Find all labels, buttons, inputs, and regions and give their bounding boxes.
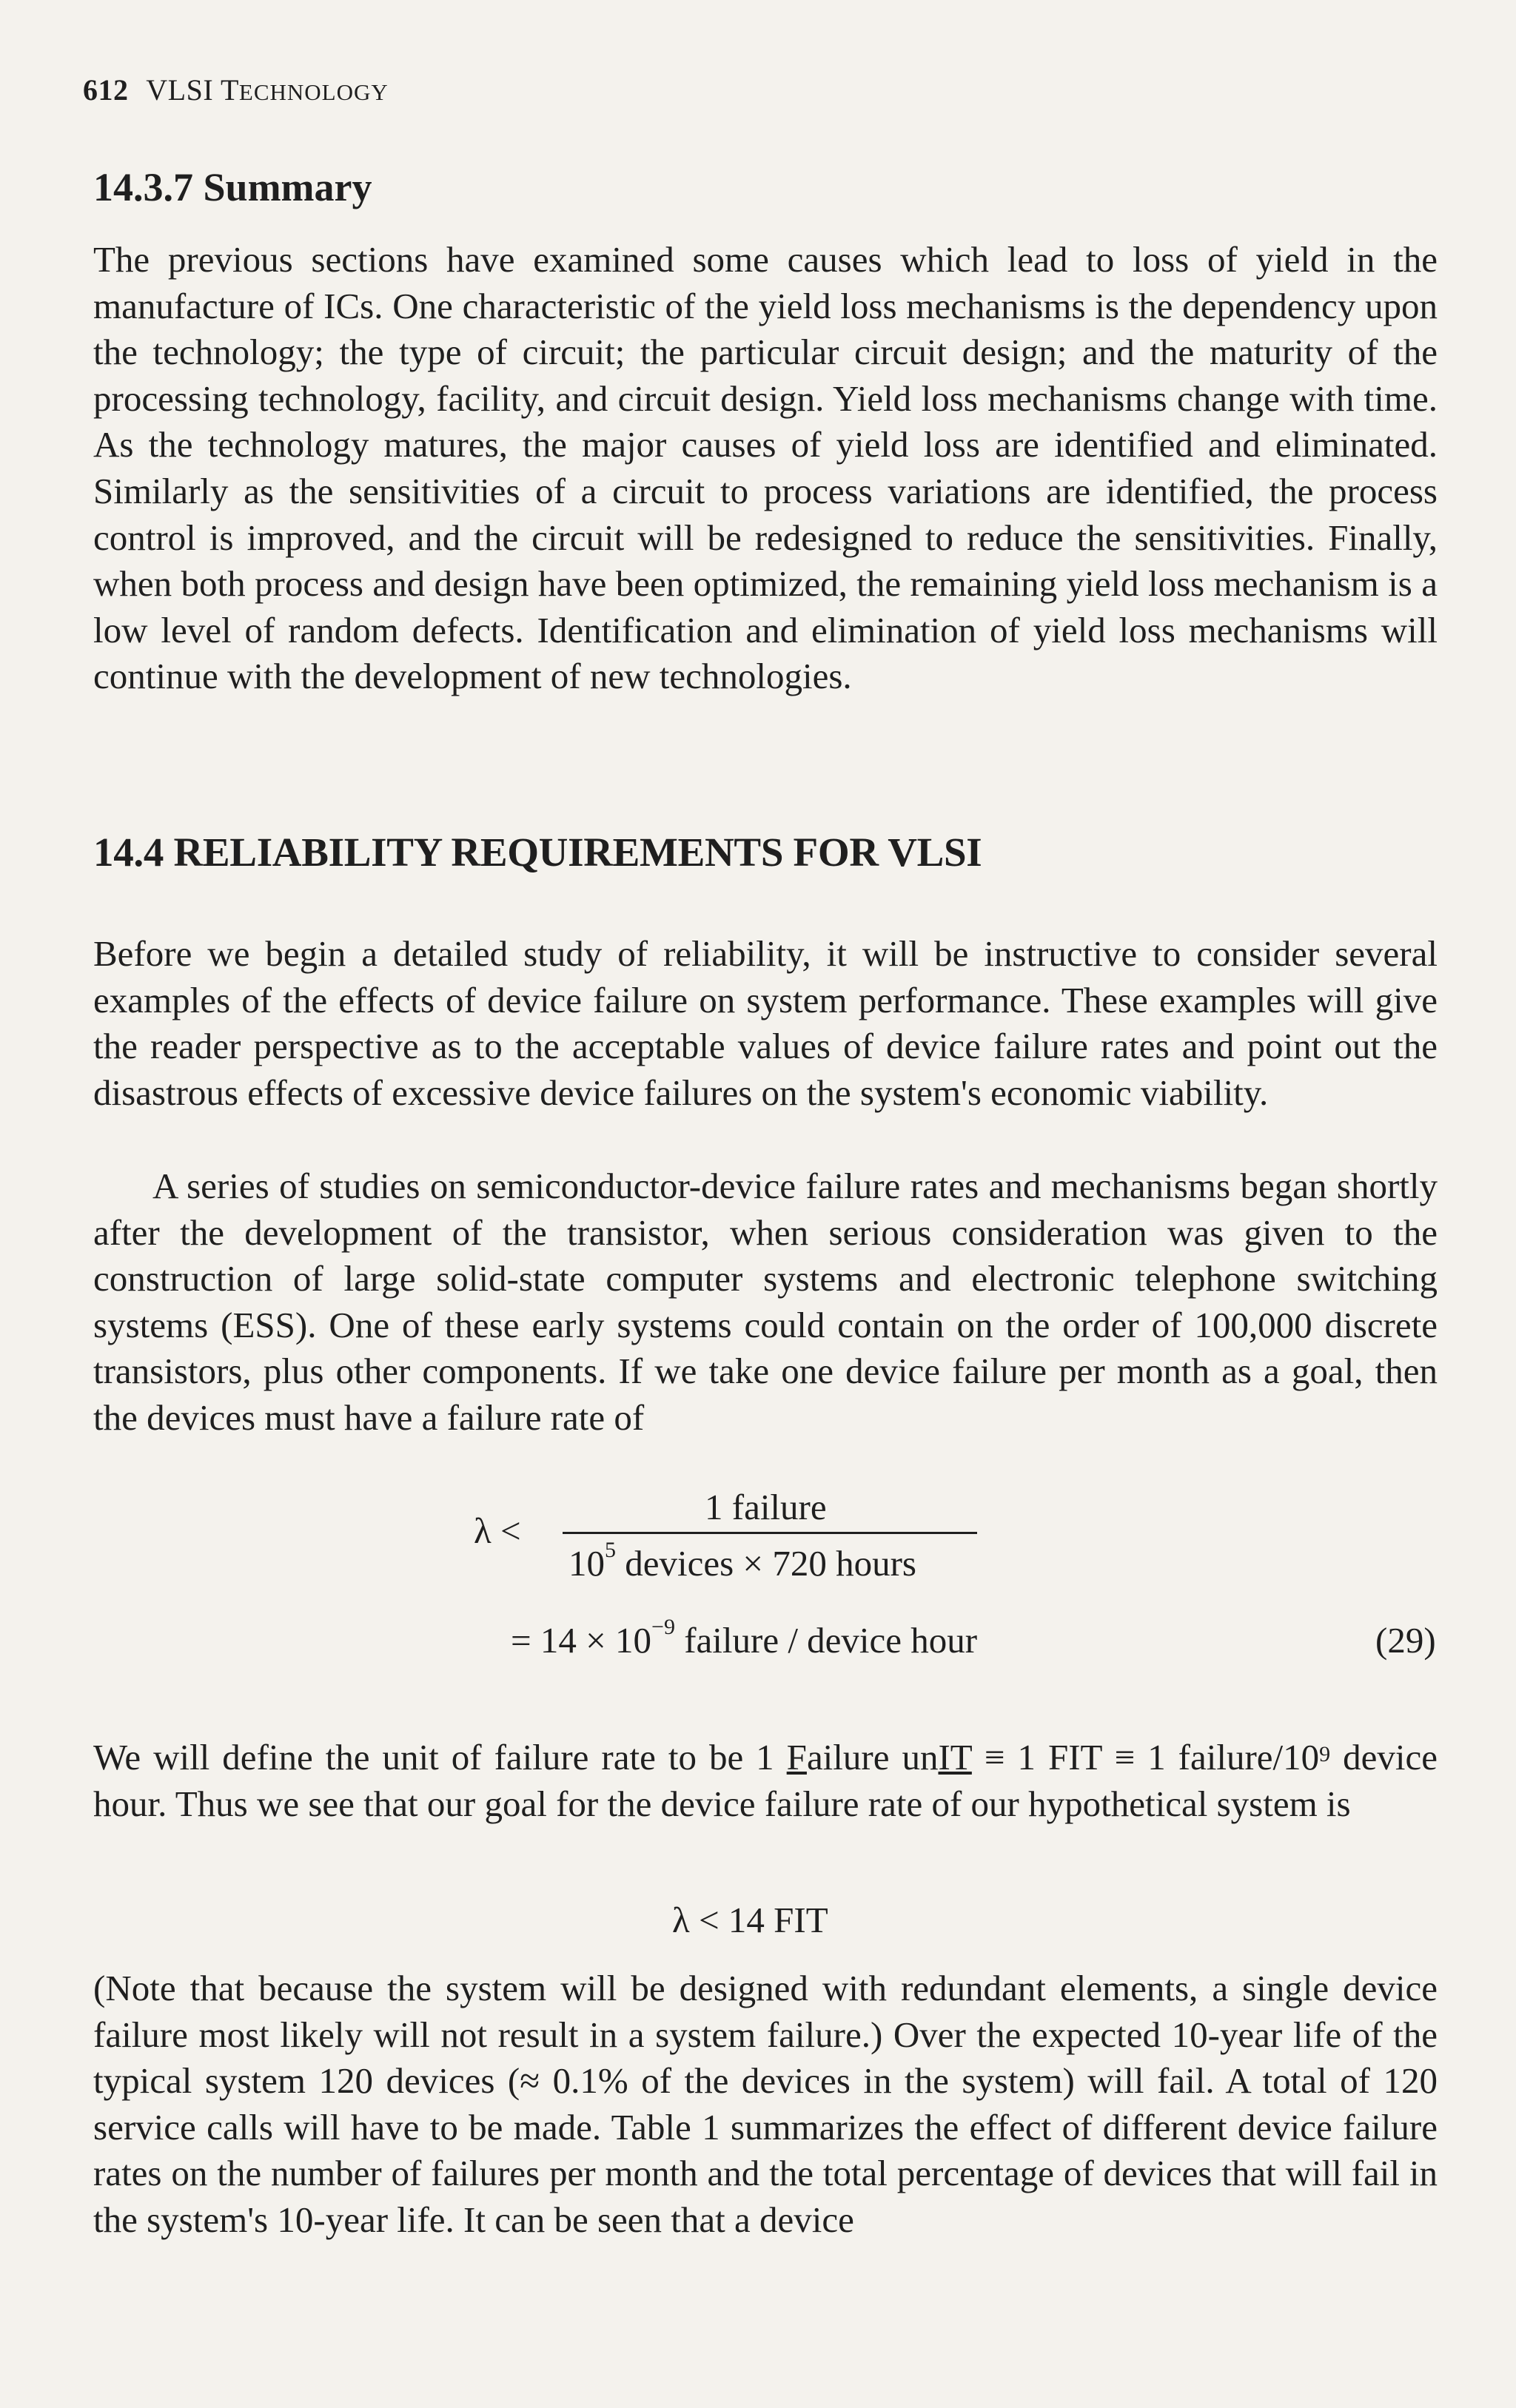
closing-paragraph-block bbox=[93, 1965, 1438, 2244]
running-head-title-cap: T bbox=[220, 73, 239, 107]
fraction-bar bbox=[563, 1532, 977, 1534]
denominator-exponent: 5 bbox=[605, 1538, 616, 1562]
reliability-paragraph-1-block bbox=[93, 931, 1438, 1116]
equation-fit-goal: λ < 14 FIT bbox=[672, 1900, 828, 1940]
reliability-paragraph-2-block bbox=[93, 1163, 1438, 1442]
equation-number: (29) bbox=[1375, 1620, 1436, 1661]
fit-text-1: We will define the unit of failure rate to be 1 bbox=[93, 1737, 787, 1778]
section-heading-summary: 14.3.7 Summary bbox=[93, 165, 372, 209]
equation-lhs: λ < bbox=[474, 1510, 521, 1551]
running-head-title-vlsi: VLSI bbox=[146, 73, 214, 107]
equation-numerator: 1 failure bbox=[705, 1487, 827, 1527]
fit-paragraph bbox=[93, 1735, 1438, 1827]
result-prefix: = 14 × 10 bbox=[511, 1620, 652, 1661]
closing-paragraph: (Note that because the system will be designed with redundant elements, a single device failure most likely will not result in a system failure.) Over the expected 10-year life of the typical system 120 devices (≈ 0.1% of the devices in the system) will fail. A total of 120 service calls will have to be made. Table 1 summarizes the effect of different device failure rates on the number of failures per month and the total percentage of devices that will fail in the system's 10-year life. It can be seen that a device bbox=[93, 1968, 1438, 2240]
result-exponent: −9 bbox=[651, 1615, 675, 1639]
fit-text-4: device hour. Thus we see that our goal for the device failure rate of our hypothetical system is bbox=[93, 1737, 1438, 1824]
fit-paragraph-block bbox=[93, 1735, 1438, 1827]
equation-result-line bbox=[511, 1615, 978, 1661]
denominator-base: 10 bbox=[568, 1543, 605, 1584]
fit-f-letter: F bbox=[786, 1737, 807, 1778]
page-number: 612 bbox=[83, 73, 129, 107]
fit-it-letters: IT bbox=[938, 1737, 972, 1778]
section-heading-reliability: 14.4 RELIABILITY REQUIREMENTS FOR VLSI bbox=[93, 830, 982, 875]
reliability-paragraph-2: A series of studies on semiconductor-device failure rates and mechanisms began shortly after the development of the transistor, when serious consideration was given to the construction of large solid-state computer systems and electronic telephone switching systems (ESS). One of these early systems could contain on the order of 100,000 discrete transistors, plus other components. If we take one device failure per month as a goal, then the devices must have a failure rate of bbox=[93, 1166, 1438, 1438]
running-head-title-rest: ECHNOLOGY bbox=[238, 79, 389, 105]
result-suffix: failure / device hour bbox=[674, 1620, 978, 1661]
fit-text-2: ailure un bbox=[806, 1737, 939, 1778]
summary-paragraph-block bbox=[93, 237, 1438, 700]
reliability-paragraph-1: Before we begin a detailed study of reliability, it will be instructive to consider several examples of the effects of device failure on system performance. These examples will give the reader perspective as to the acceptable values of device failure rates and point out the disastrous effects of excessive device failures on the system's economic viability. bbox=[93, 933, 1438, 1113]
equation-denominator bbox=[568, 1538, 916, 1584]
summary-paragraph: The previous sections have examined some causes which lead to loss of yield in the manufacture of ICs. One characteristic of the yield loss mechanisms is the dependency upon the technology; the type of circuit; the particular circuit design; and the maturity of the processing technology, facility, and circuit design. Yield loss mechanisms change with time. As the technology matures, the major causes of yield loss are identified and eliminated. Similarly as the sensitivities of a circuit to process variations are identified, the process control is improved, and the circuit will be redesigned to reduce the sensitivities. Finally, when both process and design have been optimized, the remaining yield loss mechanism is a low level of random defects. Identification and elimination of yield loss mechanisms will continue with the development of new technologies. bbox=[93, 239, 1438, 697]
fit-text-3: ≡ 1 FIT ≡ 1 failure/10 bbox=[971, 1737, 1320, 1778]
fit-exponent: 9 bbox=[1319, 1742, 1331, 1766]
running-head bbox=[83, 73, 389, 107]
denominator-rest: devices × 720 hours bbox=[616, 1543, 916, 1584]
